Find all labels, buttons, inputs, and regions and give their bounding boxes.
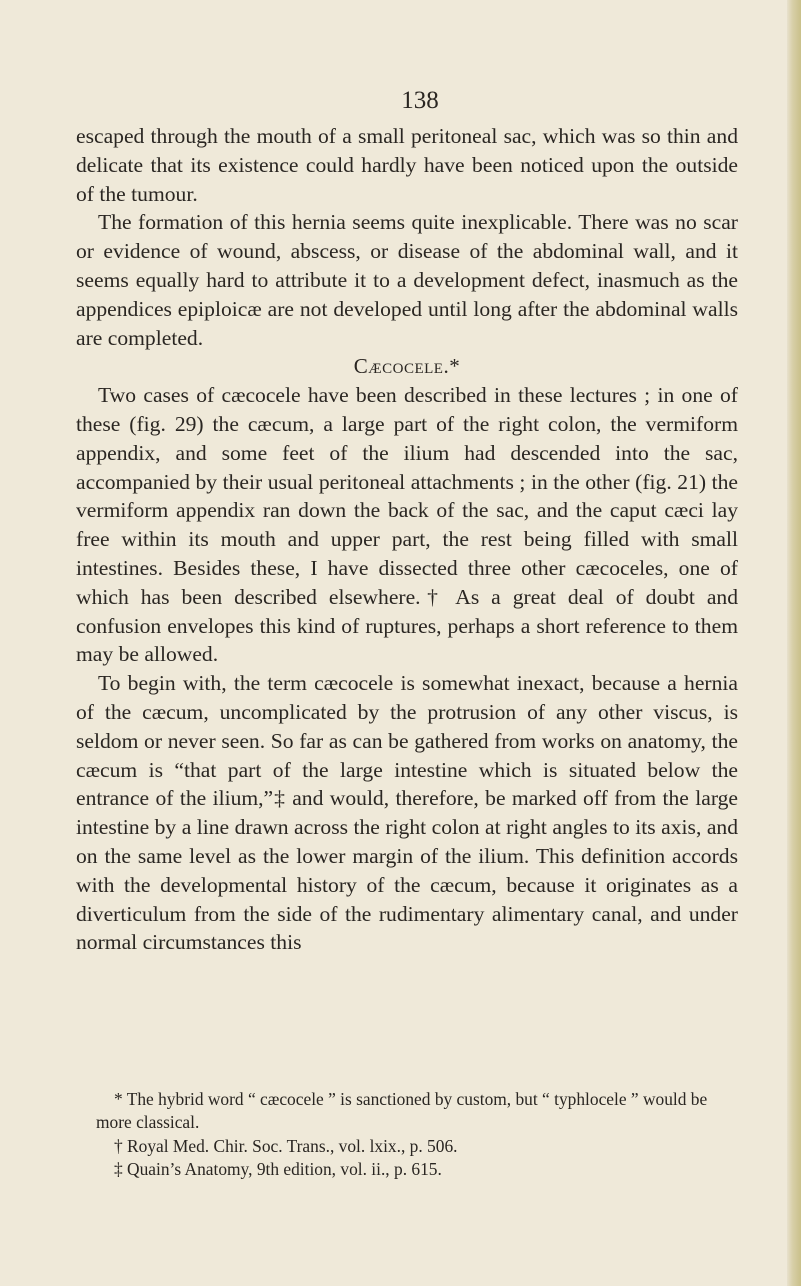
footnote-quains-anatomy: ‡ Quain’s Anatomy, 9th edition, vol. ii., p. 615. bbox=[114, 1159, 442, 1180]
paragraph-hernia-formation: The formation of this hernia seems quite inexplicable. There was no scar or evidence of wound, abscess, or disease of the abdominal wall, and it seems equally hard to attribute it to a development defect, inasmuch as the appendices epiploicæ are not developed until long after the abdominal walls are completed. bbox=[76, 210, 738, 350]
page-body bbox=[76, 86, 738, 957]
footnote-royal-med: † Royal Med. Chir. Soc. Trans., vol. lxix., p. 506. bbox=[114, 1135, 458, 1156]
paragraph-continuation: escaped through the mouth of a small peritoneal sac, which was so thin and delicate that its existence could hardly have been noticed upon the outside of the tumour. bbox=[76, 124, 738, 206]
page-number: 138 bbox=[401, 87, 439, 114]
footnote-hybrid-word: * The hybrid word “ cæcocele ” is sanctioned by custom, but “ typhlocele ” would be more classical. bbox=[96, 1089, 708, 1133]
paragraph-caecocele-cases: Two cases of cæcocele have been described in these lectures ; in one of these (fig. 29) the cæcum, a large part of the right colon, the vermiform appendix, and some feet of the ilium had descended into the sac, accompanied by their usual peritoneal attachments ; in the other (fig. 21) the vermiform appendix ran down the back of the sac, and the caput cæci lay free within its mouth and upper part, the rest being filled with small intestines. Besides these, I have dissected three other cæcoceles, one of which has been described elsewhere.† As a great deal of doubt and confusion envelopes this kind of ruptures, perhaps a short reference to them may be allowed. bbox=[76, 383, 738, 667]
section-heading: Cæcocele.* bbox=[353, 354, 461, 379]
paragraph-caecocele-definition: To begin with, the term cæcocele is somewhat inexact, because a hernia of the cæcum, uncomplicated by the protrusion of any other viscus, is seldom or never seen. So far as can be gathered from works on anatomy, the cæcum is “that part of the large intestine which is situated below the entrance of the ilium,”‡ and would, therefore, be marked off from the large intestine by a line drawn across the right colon at right angles to its axis, and on the same level as the lower margin of the ilium. This definition accords with the developmental history of the cæcum, because it originates as a diverticulum from the side of the rudimentary alimentary canal, and under normal circumstances this bbox=[76, 671, 738, 955]
footnotes bbox=[96, 1088, 738, 1182]
page-edge bbox=[787, 0, 801, 1286]
